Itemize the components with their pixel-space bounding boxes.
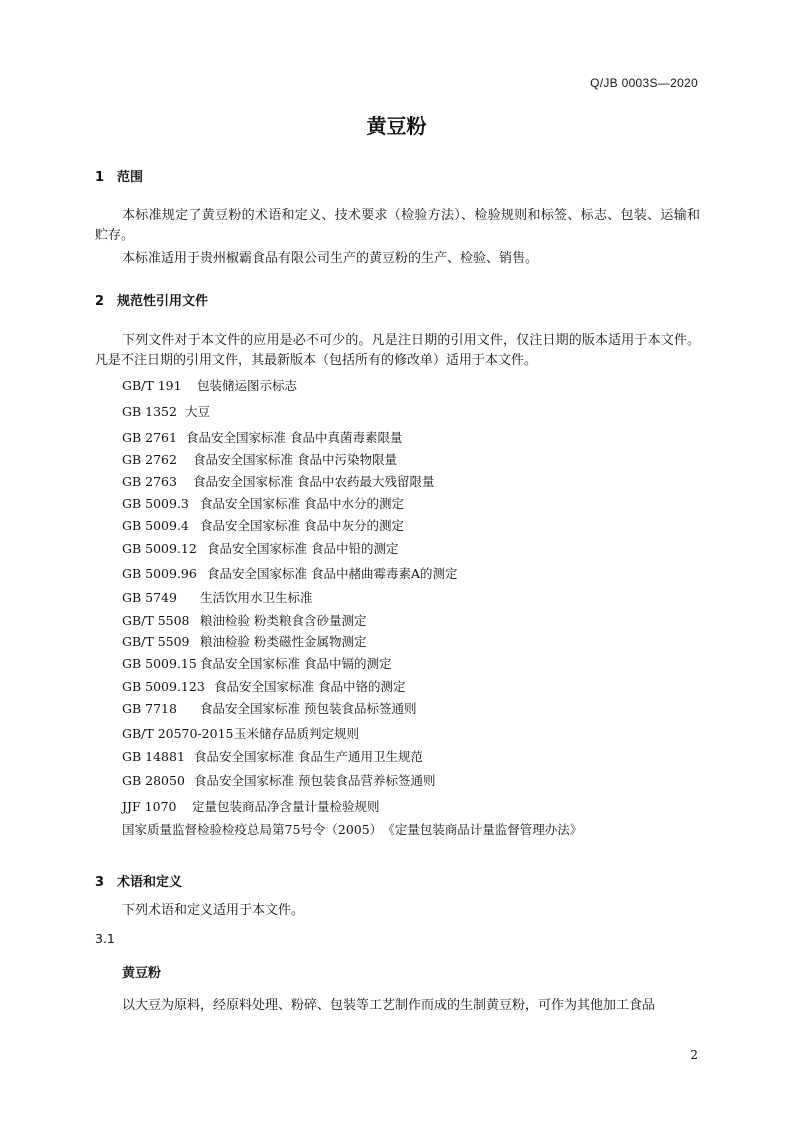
- subsection-number: 3.1: [95, 931, 115, 946]
- reference-item: GB/T 5509 粮油检验 粉类磁性金属物测定: [122, 634, 367, 649]
- reference-item: GB 5749 生活饮用水卫生标准: [122, 590, 313, 605]
- reference-item: GB 5009.123 食品安全国家标准 食品中铬的测定: [122, 679, 406, 694]
- reference-item: GB/T 20570-2015玉米储存品质判定规则: [122, 726, 360, 741]
- section-title: 术语和定义: [117, 875, 183, 890]
- term-definition: 以大豆为原料，经原料处理、粉碎、包装等工艺制作而成的生制黄豆粉，可作为其他加工食品: [122, 998, 656, 1013]
- reference-item: GB/T 191 包装储运图示标志: [122, 378, 298, 393]
- reference-item: GB 2763 食品安全国家标准 食品中农药最大残留限量: [122, 474, 435, 489]
- reference-item: GB/T 5508 粮油检验 粉类粮食含砂量测定: [122, 613, 367, 628]
- term-name: 黄豆粉: [122, 966, 162, 981]
- terms-intro: 下列术语和定义适用于本文件。: [122, 903, 305, 918]
- section-number: 2: [95, 294, 105, 309]
- reference-item: GB 5009.96 食品安全国家标准 食品中赭曲霉毒素A的测定: [122, 566, 458, 581]
- page-number: 2: [690, 1048, 698, 1062]
- reference-item: GB 5009.12 食品安全国家标准 食品中铅的测定: [122, 541, 399, 556]
- reference-item: GB 1352 大豆: [122, 404, 211, 419]
- reference-item: GB 5009.3 食品安全国家标准 食品中水分的测定: [122, 496, 404, 511]
- reference-item: GB 5009.4 食品安全国家标准 食品中灰分的测定: [122, 518, 404, 533]
- reference-item: JJF 1070 定量包装商品净含量计量检验规则: [122, 799, 380, 814]
- scope-paragraph-1: 本标准规定了黄豆粉的术语和定义、技术要求（检验方法）、检验规则和标签、标志、包装、运输和贮存。: [95, 208, 700, 243]
- reference-item: GB 5009.15 食品安全国家标准 食品中镉的测定: [122, 656, 392, 671]
- reference-item: GB 14881 食品安全国家标准 食品生产通用卫生规范: [122, 749, 423, 764]
- reference-item: GB 2761 食品安全国家标准 食品中真菌毒素限量: [122, 430, 403, 445]
- section-title: 范围: [117, 170, 144, 185]
- scope-paragraph-2: 本标准适用于贵州椒霸食品有限公司生产的黄豆粉的生产、检验、销售。: [122, 251, 539, 266]
- reference-item: 国家质量监督检验检疫总局第75号令（2005）《定量包装商品计量监督管理办法》: [122, 822, 583, 837]
- document-title: 黄豆粉: [366, 114, 427, 138]
- reference-item: GB 7718 食品安全国家标准 预包装食品标签通则: [122, 701, 417, 716]
- section-3-heading: [95, 871, 182, 890]
- section-1-heading: [95, 166, 143, 185]
- section-number: 1: [95, 170, 105, 185]
- reference-item: GB 28050 食品安全国家标准 预包装食品营养标签通则: [122, 773, 436, 788]
- section-number: 3: [95, 875, 105, 890]
- section-2-heading: [95, 290, 208, 309]
- standard-code: Q/JB 0003S—2020: [590, 76, 698, 90]
- refs-intro: 下列文件对于本文件的应用是必不可少的。凡是注日期的引用文件，仅注日期的版本适用于本文件。凡是不注日期的引用文件，其最新版本（包括所有的修改单）适用于本文件。: [95, 333, 700, 368]
- section-title: 规范性引用文件: [117, 294, 209, 309]
- reference-item: GB 2762 食品安全国家标准 食品中污染物限量: [122, 452, 397, 467]
